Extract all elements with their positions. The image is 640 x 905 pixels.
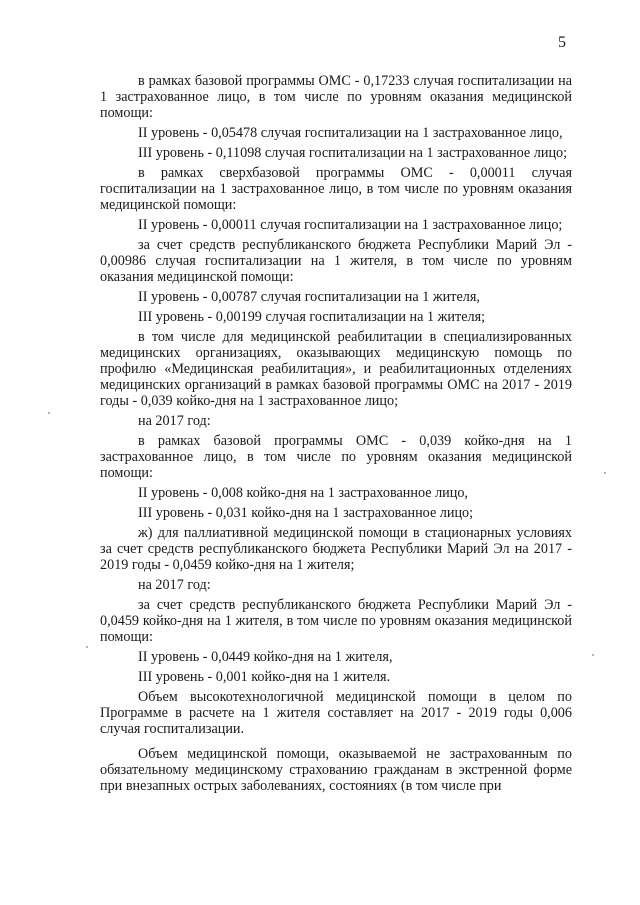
paragraph-palliative-level-2: II уровень - 0,0449 койко-дня на 1 жителя,	[138, 649, 393, 665]
paragraph-medical-rehabilitation: в том числе для медицинской реабилитации в специализированных медицинских организациях, оказывающих медицинскую помощь по профилю «Медицинская реабилитация», и реабилитационных отделениях медицинских организаций в рамках базовой программы ОМС на 2017 - 2019 годы - 0,039 койко-дня на 1 застрахованное лицо;	[100, 329, 572, 409]
paragraph-extra-base-level-2: II уровень - 0,00011 случая госпитализации на 1 застрахованное лицо;	[138, 217, 563, 233]
scan-speck	[48, 412, 50, 414]
scan-speck	[592, 654, 594, 656]
paragraph-republic-level-3: III уровень - 0,00199 случая госпитализации на 1 жителя;	[138, 309, 486, 325]
paragraph-bed-days-level-2: II уровень - 0,008 койко-дня на 1 застрахованное лицо,	[138, 485, 468, 501]
paragraph-base-program-bed-days: в рамках базовой программы ОМС - 0,039 койко-дня на 1 застрахованное лицо, в том числе по уровням оказания медицинской помощи:	[100, 433, 572, 481]
paragraph-extra-base-program: в рамках сверхбазовой программы ОМС - 0,00011 случая госпитализации на 1 застрахованное лицо, в том числе по уровням оказания медицинской помощи:	[100, 165, 572, 213]
paragraph-high-tech-care: Объем высокотехнологичной медицинской помощи в целом по Программе в расчете на 1 жителя составляет на 2017 - 2019 годы 0,006 случая госпитализации.	[100, 689, 572, 737]
paragraph-uninsured-emergency-care: Объем медицинской помощи, оказываемой не застрахованным по обязательному медицинскому страхованию гражданам в экстренной форме при внезапных острых заболеваниях, состояниях (в том числе при	[100, 746, 572, 794]
paragraph-year-2017-a: на 2017 год:	[138, 413, 211, 429]
document-body	[100, 73, 572, 798]
paragraph-palliative-care: ж) для паллиативной медицинской помощи в стационарных условиях за счет средств республиканского бюджета Республики Марий Эл на 2017 - 2019 годы - 0,0459 койко-дня на 1 жителя;	[100, 525, 572, 573]
paragraph-republic-budget-hospitalization: за счет средств республиканского бюджета Республики Марий Эл - 0,00986 случая госпитализации на 1 жителя, в том числе по уровням оказания медицинской помощи:	[100, 237, 572, 285]
page-number: 5	[558, 34, 566, 51]
paragraph-palliative-level-3: III уровень - 0,001 койко-дня на 1 жителя.	[138, 669, 391, 685]
paragraph-level-3-hospitalization: III уровень - 0,11098 случая госпитализации на 1 застрахованное лицо;	[138, 145, 568, 161]
paragraph-republic-budget-bed-days: за счет средств республиканского бюджета Республики Марий Эл - 0,0459 койко-дня на 1 жителя, в том числе по уровням оказания медицинской помощи:	[100, 597, 572, 645]
paragraph-year-2017-b: на 2017 год:	[138, 577, 211, 593]
paragraph-level-2-hospitalization: II уровень - 0,05478 случая госпитализации на 1 застрахованное лицо,	[138, 125, 563, 141]
scan-speck	[86, 646, 88, 648]
scan-speck	[604, 472, 606, 474]
paragraph-republic-level-2: II уровень - 0,00787 случая госпитализации на 1 жителя,	[138, 289, 480, 305]
paragraph-bed-days-level-3: III уровень - 0,031 койко-дня на 1 застрахованное лицо;	[138, 505, 474, 521]
paragraph-base-program-hospitalization: в рамках базовой программы ОМС - 0,17233 случая госпитализации на 1 застрахованное лицо, в том числе по уровням оказания медицинской помощи:	[100, 73, 572, 121]
